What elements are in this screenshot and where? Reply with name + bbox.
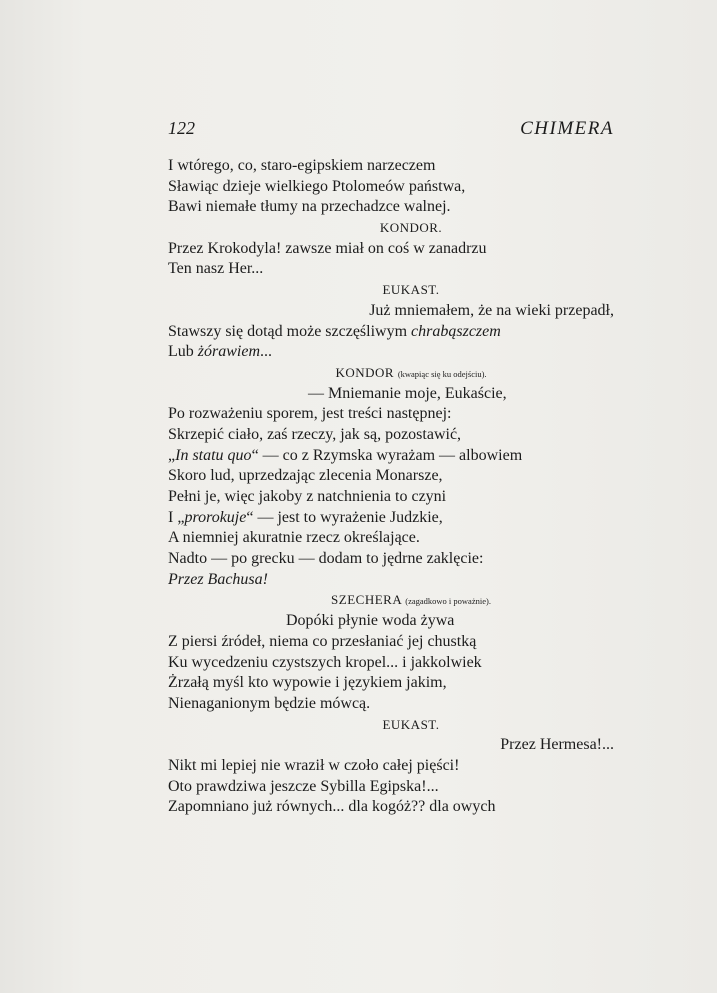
text-run: Pełni je, więc jakoby z natchnienia to czyni	[168, 488, 447, 505]
text-run: I wtórego, co, staro-egipskiem narzeczem	[168, 157, 436, 174]
stage-direction: (zagadkowo i poważnie).	[405, 596, 491, 607]
speaker-heading	[168, 218, 614, 239]
italic-phrase: prorokuje	[184, 508, 247, 526]
verse-line	[168, 301, 614, 322]
page-number: 122	[168, 118, 195, 138]
verse-line	[168, 259, 614, 280]
text-run: Ku wycedzeniu czystszych kropel... i jakkolwiek	[168, 653, 482, 671]
italic-phrase: żórawiem	[197, 343, 261, 361]
running-title: CHIMERA	[520, 118, 614, 139]
speaker-name: EUKAST.	[382, 716, 440, 732]
text-run: Skrzepić ciało, zaś rzeczy, jak są, pozostawić,	[168, 425, 462, 443]
verse-line	[168, 694, 614, 715]
italic-phrase: In statu quo	[175, 446, 252, 464]
verse-line	[168, 404, 614, 425]
text-run: Nienaganionym będzie mówcą.	[168, 694, 371, 712]
verse-line	[168, 653, 614, 674]
text-run: A niemniej akuratnie rzecz określające.	[168, 529, 420, 547]
verse-line	[168, 673, 614, 694]
verse-line	[168, 632, 614, 653]
speaker-heading	[168, 715, 614, 736]
text-run: „	[168, 446, 176, 464]
speaker-heading	[168, 363, 614, 384]
page-header	[168, 118, 614, 142]
speaker-heading	[168, 590, 614, 611]
verse-line	[168, 570, 614, 591]
verse-line	[168, 322, 614, 343]
verse-line	[168, 239, 614, 260]
verse-line	[168, 549, 614, 570]
verse-line	[168, 384, 614, 405]
speaker-name: EUKAST.	[382, 282, 440, 298]
verse-line	[168, 756, 614, 777]
text-run: — Mniemanie moje, Eukaście,	[308, 384, 507, 402]
verse-line	[168, 466, 614, 487]
speaker-name: KONDOR	[335, 364, 395, 380]
text-run: Żrzałą myśl kto wypowie i językiem jakim,	[168, 674, 447, 692]
verse-line	[168, 611, 614, 632]
text-run: Przez Krokodyla! zawsze miał on coś w zanadrzu	[168, 239, 487, 257]
text-run: Nadto — po grecku — dodam to jędrne zaklęcie:	[168, 550, 484, 568]
text-run: Bawi niemałe tłumy na przechadzce walnej.	[168, 198, 451, 216]
verse-line	[168, 425, 614, 446]
text-run: “ — jest to wyrażenie Judzkie,	[246, 508, 443, 526]
text-run: Już mniemałem, że na wieki przepadł,	[369, 301, 614, 319]
stage-direction: (kwapiąc się ku odejściu).	[397, 368, 487, 379]
verse-line	[168, 735, 614, 756]
text-run: Lub	[168, 343, 198, 361]
speaker-name: KONDOR.	[379, 220, 443, 236]
verse-text	[168, 156, 614, 818]
verse-line	[168, 777, 614, 798]
text-run: “ — co z Rzymska wyrażam — albowiem	[251, 446, 523, 464]
text-run: Ten nasz Her...	[168, 260, 264, 278]
text-run: Przez Hermesa!...	[500, 736, 614, 754]
speaker-name: SZECHERA	[331, 592, 402, 608]
text-run: Sławiąc dzieje wielkiego Ptolomeów państwa,	[168, 177, 466, 195]
text-run: Nikt mi lepiej nie wraził w czoło całej pięści!	[168, 756, 460, 774]
verse-line	[168, 197, 614, 218]
text-run: Zapomniano już równych... dla kogóż?? dla owych	[168, 798, 496, 816]
text-run: Stawszy się dotąd może szczęśliwym	[168, 322, 412, 340]
italic-phrase: chrabąszczem	[411, 322, 501, 340]
text-run: ...	[260, 343, 273, 361]
text-run: I „	[168, 508, 185, 526]
italic-phrase: Przez Bachusa!	[168, 570, 268, 588]
text-run: Skoro lud, uprzedzając zlecenia Monarsze,	[168, 467, 443, 485]
verse-line	[168, 797, 614, 818]
verse-line	[168, 446, 614, 467]
verse-line	[168, 528, 614, 549]
verse-line	[168, 156, 614, 177]
text-run: Z piersi źródeł, niema co przesłaniać jej chustką	[168, 632, 477, 650]
verse-line	[168, 487, 614, 508]
verse-line	[168, 342, 614, 363]
text-run: Oto prawdziwa jeszcze Sybilla Egipska!...	[168, 777, 439, 795]
speaker-heading	[168, 280, 614, 301]
verse-line	[168, 508, 614, 529]
text-run: Po rozważeniu sporem, jest treści następnej:	[168, 405, 452, 423]
verse-line	[168, 177, 614, 198]
text-run: Dopóki płynie woda żywa	[286, 612, 455, 630]
